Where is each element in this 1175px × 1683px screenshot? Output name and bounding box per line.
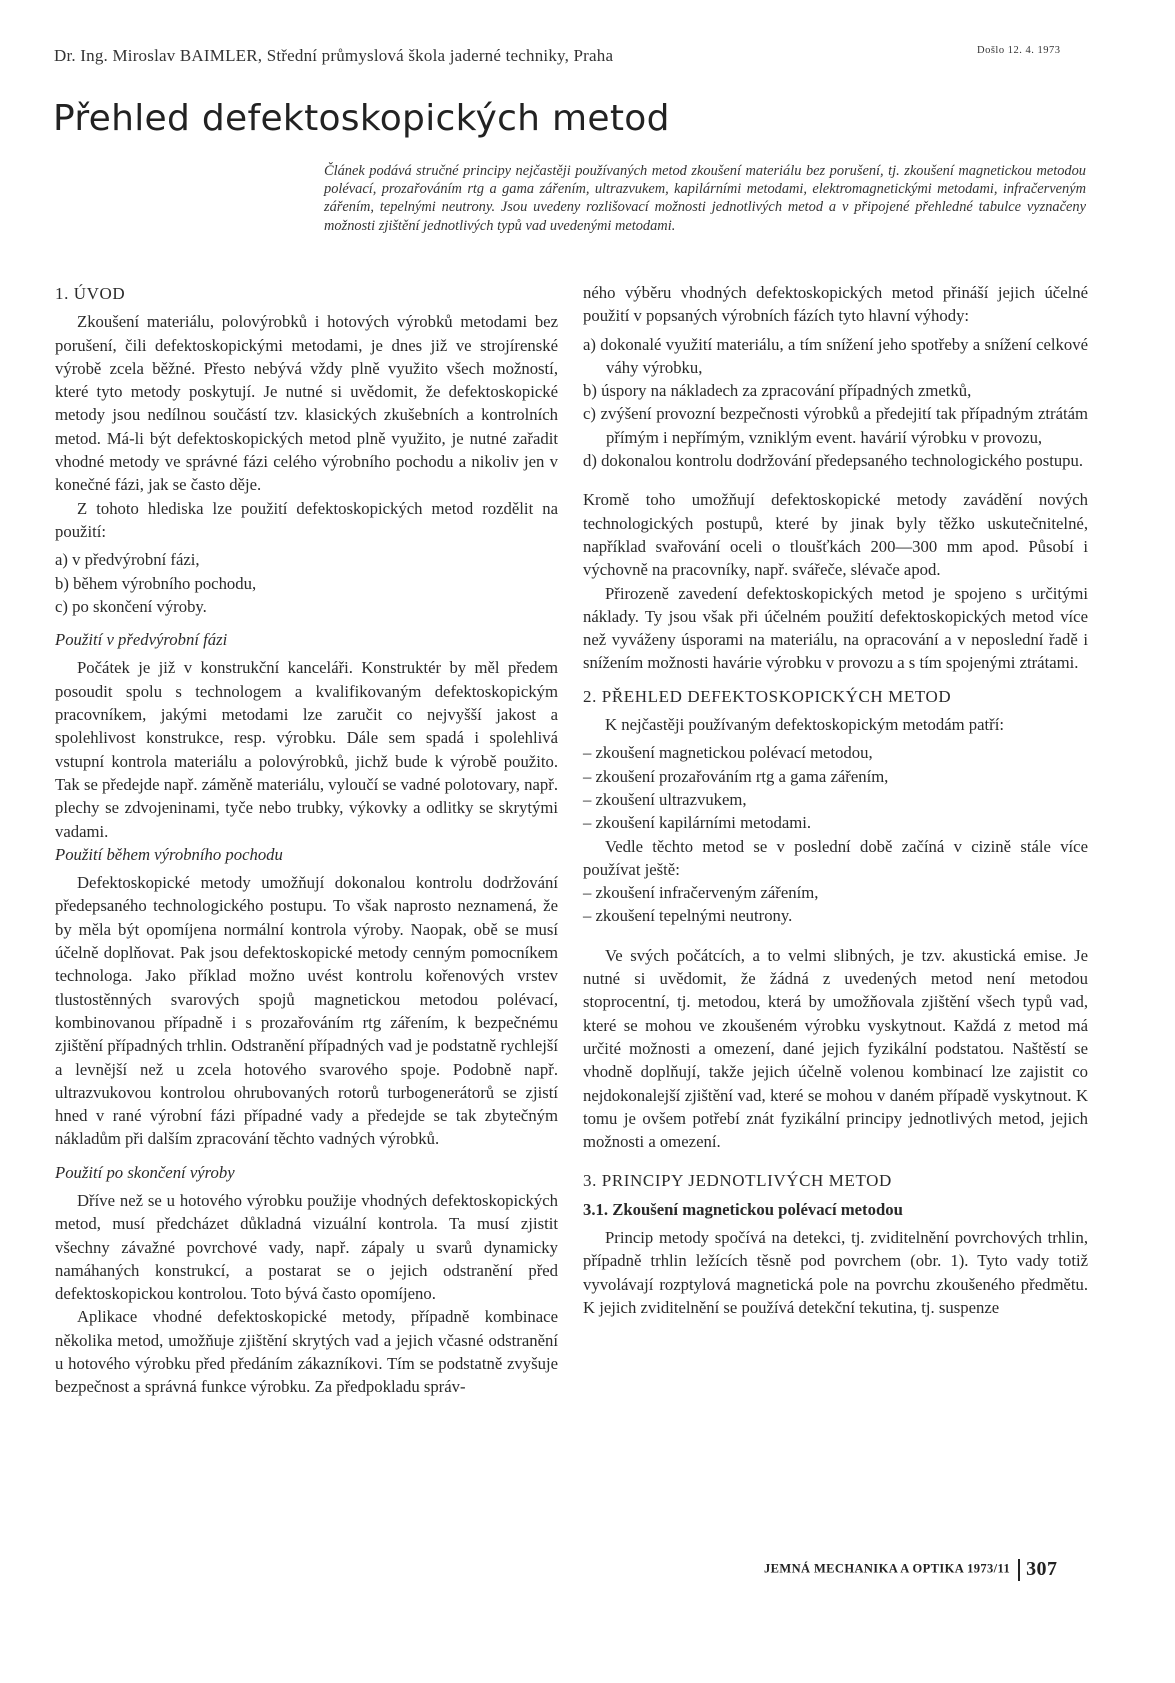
paragraph: ného výběru vhodných defektoskopických metod přináší jejich účelné použití v popsaných výrobních fázích tyto hlavní výhody:: [583, 283, 1088, 326]
list-item: a) v předvýrobní fázi,: [55, 550, 200, 570]
paragraph: Počátek je již v konstrukční kanceláři. Konstruktér by měl předem posoudit spolu s technologem a kvalifikovaným defektoskopickým pracovníkem, jakými metodami lze zaručit co nejvyšší jakost a spolehlivost konstrukce, resp. výrobku. Dále sem spadá i spolehlivá vstupní kontrola materiálu a polovýrobků, jichž bude k výrobě použito. Tak se předejde např. záměně materiálu, vyloučí se vadné polotovary, např. plechy se zdvojeninami, tyče nebo trubky, výkovky a odlitky se skrytými vadami.: [55, 658, 558, 841]
paragraph: Ve svých počátcích, a to velmi slibných, je tzv. akustická emise. Je nutné si uvědomit, že žádná z uvedených metod není metodou stoprocentní, tj. metodou, která by umožňovala zjištění všech typů vad, které se mohou ve zkoušeném výrobku vyskytnout. Každá z metod má určité možnosti a omezení, dané jejich fyzikální podstatou. Naštěstí se vhodně doplňují, takže jejich účelně volenou kombinací lze zajistit co nejdokonalejší zjištění vad, které se mohou v daném případě vyskytnout. K tomu je ovšem potřebí znát fyzikální principy jednotlivých metod, jejich možnosti a omezení.: [583, 945, 1088, 1152]
section-heading-intro: 1. ÚVOD: [55, 284, 126, 303]
subheading-preproduction: Použití v předvýrobní fázi: [55, 630, 228, 650]
journal-name: JEMNÁ MECHANIKA A OPTIKA 1973/11: [764, 1561, 1011, 1576]
subsection-heading-magnetic: 3.1. Zkoušení magnetickou polévací metodou: [583, 1199, 903, 1219]
paragraph: K nejčastěji používaným defektoskopickým metodám patří:: [605, 715, 1005, 735]
article-title: Přehled defektoskopických metod: [53, 98, 670, 139]
list-item: – zkoušení tepelnými neutrony.: [583, 906, 793, 926]
author-line: Dr. Ing. Miroslav BAIMLER, Střední průmyslová škola jaderné techniky, Praha: [54, 46, 614, 65]
left-column: [55, 282, 558, 1399]
list-item: – zkoušení ultrazvukem,: [583, 789, 747, 809]
methods-list: [583, 741, 1088, 834]
subheading-during-production: Použití během výrobního pochodu: [55, 844, 283, 864]
paragraph: Defektoskopické metody umožňují dokonalou kontrolu dodržování předepsaného technologického postupu. To však naprosto neznamená, že by měla být opomíjena normální kontrola výroby. Naopak, obě se musí účelně doplňovat. Pak jsou defektoskopické metody cenným pomocníkem technologa. Jako příklad možno uvést kontrolu kořenových vrstev tlustostěnných svarových spojů magnetickou metodou polévací, kombinovanou případně i s prozařováním rtg zářením, k bezpečnému zjištění případných trhlin. Odstranění případných vad je podstatně rychlejší a levnější než u zcela hotového svarového spoje. Podobně např. ultrazvukovou kontrolou ohrubovaných rotorů turbogenerátorů se zjistí hned v rané výrobní fázi případné vady a předejde se tak zbytečným nákladům při dalším zpracování těchto vadných výrobků.: [55, 873, 558, 1149]
paragraph: Dříve než se u hotového výrobku použije vhodných defektoskopických metod, musí předcházet důkladná vizuální kontrola. Ta musí zjistit všechny závažné povrchové vady, např. zápaly u svarů dynamicky namáhaných konstrukcí, a postarat se o jejich odstranění před defektoskopickou kontrolou. Toto bývá často opomíjeno.: [55, 1190, 558, 1304]
list-item: b) úspory na nákladech za zpracování případných zmetků,: [583, 381, 972, 401]
list-item: a) dokonalé využití materiálu, a tím snížení jeho spotřeby a snížení celkové váhy výrobku,: [583, 334, 1088, 377]
received-date: Došlo 12. 4. 1973: [977, 45, 1061, 56]
footer-separator: [1018, 1559, 1020, 1581]
list-item: – zkoušení infračerveným zářením,: [583, 883, 819, 903]
advantages-list: [583, 333, 1088, 473]
section-heading-principles: 3. PRINCIPY JEDNOTLIVÝCH METOD: [583, 1171, 892, 1191]
section-heading-overview: 2. PŘEHLED DEFEKTOSKOPICKÝCH METOD: [583, 686, 952, 706]
page-footer: [764, 1558, 1057, 1581]
paragraph: Princip metody spočívá na detekci, tj. zviditelnění povrchových trhlin, případně trhlin ležících těsně pod povrchem (obr. 1). Tyto vady totiž vyvolávají rozptylová magnetická pole na povrchu zkoušeného předmětu. K jejich zviditelnění se používá detekční tekutina, tj. suspenze: [583, 1227, 1088, 1317]
list-item: – zkoušení magnetickou polévací metodou,: [583, 743, 873, 763]
new-methods-list: [583, 881, 1088, 928]
list-item: – zkoušení prozařováním rtg a gama zářením,: [583, 766, 889, 786]
list-item: c) zvýšení provozní bezpečnosti výrobků a předejití tak případným ztrátám přímým i nepřímým, vzniklým event. havárií výrobku v provozu,: [583, 404, 1088, 447]
list-item: – zkoušení kapilárními metodami.: [583, 813, 812, 833]
paragraph: Kromě toho umožňují defektoskopické metody zavádění nových technologických postupů, které by jinak byly těžko uskutečnitelné, například svařování oceli o tloušťkách 200—300 mm apod. Působí i výchovně na pracovníky, např. svářeče, slévače apod.: [583, 490, 1088, 580]
right-column: [583, 281, 1088, 1319]
list-item: d) dokonalou kontrolu dodržování předepsaného technologického postupu.: [583, 451, 1084, 471]
paragraph: Přirozeně zavedení defektoskopických metod je spojeno s určitými náklady. Ty jsou však při účelném použití defektoskopických metod více než vyváženy úsporami na materiálu, na opracování a v neposlední řadě i snížením možnosti havárie výrobku v provozu a s tím spojenými ztrátami.: [583, 583, 1088, 673]
paragraph: Zkoušení materiálu, polovýrobků i hotových výrobků metodami bez porušení, čili defektoskopickými metodami, je dnes již ve strojírenské výrobě zcela běžné. Přesto nebývá vždy plně využito všech možností, které tyto metody poskytují. Je nutné si uvědomit, že defektoskopické metody jsou nedílnou součástí tzv. klasických zkušebních a kontrolních metod. Má-li být defektoskopických metod plně využito, je nutné zařadit vhodné metody ve správné fázi celého výrobního pochodu a nikoliv jen v konečné fázi, jak se často děje.: [55, 312, 558, 495]
paragraph: Z tohoto hlediska lze použití defektoskopických metod rozdělit na použití:: [55, 498, 558, 541]
abstract: Článek podává stručné principy nejčastěji používaných metod zkoušení materiálu bez porušení, tj. zkoušení magnetickou metodou polévací, prozařováním rtg a gama zářením, ultrazvukem, kapilárními metodami, elektromagnetickými metodami, infračerveným zářením, tepelnými neutrony. Jsou uvedeny rozlišovací možnosti jednotlivých metod a v připojené přehledné tabulce vyznačeny možnosti zjištění jednotlivých typů vad uvedenými metodami.: [324, 163, 1086, 234]
usage-phase-list: [55, 548, 558, 618]
paragraph: Aplikace vhodné defektoskopické metody, případně kombinace několika metod, umožňuje zjištění skrytých vad a jejich včasné odstranění u hotového výrobku před předáním zákazníkovi. Tím se podstatně zvyšuje bezpečnost a správná funkce výrobku. Za předpokladu správ-: [55, 1307, 558, 1397]
paragraph: Vedle těchto metod se v poslední době začíná v cizině stále více používat ještě:: [583, 836, 1088, 879]
subheading-after-production: Použití po skončení výroby: [55, 1162, 235, 1182]
page-number: 307: [1026, 1558, 1058, 1580]
list-item: c) po skončení výroby.: [55, 596, 207, 616]
list-item: b) během výrobního pochodu,: [55, 573, 257, 593]
